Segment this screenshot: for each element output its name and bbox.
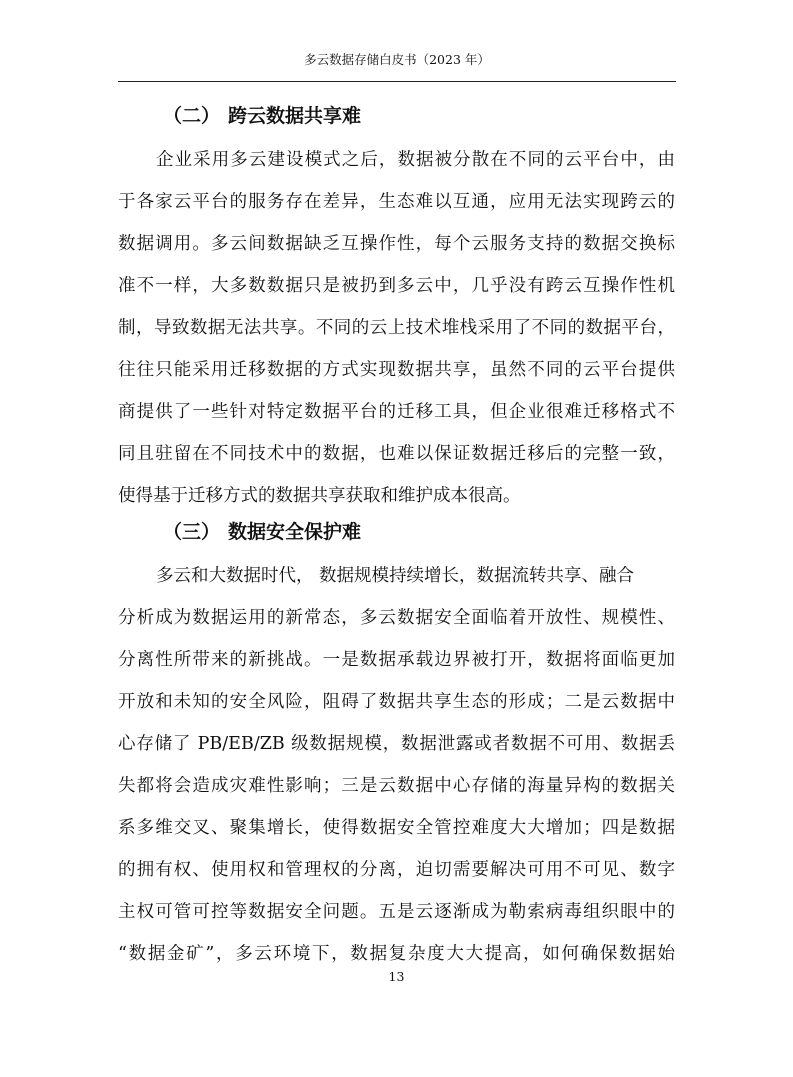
section-title: 跨云数据共享难 (228, 105, 362, 127)
paragraph-line: 的拥有权、使用权和管理权的分离，迫切需要解决可用不可见、数字 (118, 860, 675, 880)
paragraph-line: 使得基于迁移方式的数据共享获取和维护成本很高。 (118, 486, 521, 506)
paragraph-line: 主权可管可控等数据安全问题。五是云逐渐成为勒索病毒组织眼中的 (118, 902, 675, 922)
paragraph-line: 企业采用多云建设模式之后，数据被分散在不同的云平台中，由 (156, 150, 675, 170)
section-number: （二） (163, 105, 221, 127)
paragraph-line: 准不一样，大多数数据只是被扔到多云中，几乎没有跨云互操作性机 (118, 276, 675, 296)
paragraph-line: 系多维交叉、聚集增长，使得数据安全管控难度大大增加；四是数据 (118, 818, 675, 838)
section-heading-3 (163, 518, 361, 546)
header-rule (118, 81, 676, 82)
paragraph-line: “数据金矿”，多云环境下，数据复杂度大大提高，如何确保数据始 (118, 944, 675, 964)
paragraph-line: 分离性所带来的新挑战。一是数据承载边界被打开，数据将面临更加 (118, 650, 675, 670)
paragraph-line: 开放和未知的安全风险，阻碍了数据共享生态的形成；二是云数据中 (118, 692, 675, 712)
paragraph-line: 失都将会造成灾难性影响；三是云数据中心存储的海量异构的数据关 (118, 776, 675, 796)
paragraph-line: 往往只能采用迁移数据的方式实现数据共享，虽然不同的云平台提供 (118, 360, 675, 380)
paragraph-line: 心存储了 PB/EB/ZB 级数据规模，数据泄露或者数据不可用、数据丢 (118, 734, 675, 754)
paragraph-line: 商提供了一些针对特定数据平台的迁移工具，但企业很难迁移格式不 (118, 402, 675, 422)
paragraph-line: 制，导致数据无法共享。不同的云上技术堆栈采用了不同的数据平台， (118, 318, 675, 338)
paragraph-line: 同且驻留在不同技术中的数据，也难以保证数据迁移后的完整一致， (118, 444, 675, 464)
running-header: 多云数据存储白皮书（2023 年） (304, 52, 490, 67)
section-title: 数据安全保护难 (228, 521, 362, 543)
paragraph-line: 于各家云平台的服务存在差异，生态难以互通，应用无法实现跨云的 (118, 192, 675, 212)
paragraph-line: 分析成为数据运用的新常态，多云数据安全面临着开放性、规模性、 (118, 608, 675, 628)
section-number: （三） (163, 521, 221, 543)
paragraph-line: 数据调用。多云间数据缺乏互操作性，每个云服务支持的数据交换标 (118, 234, 675, 254)
section-heading-2 (163, 102, 361, 130)
paragraph-line: 多云和大数据时代， 数据规模持续增长，数据流转共享、融合 (156, 566, 635, 586)
page-number: 13 (388, 969, 405, 984)
